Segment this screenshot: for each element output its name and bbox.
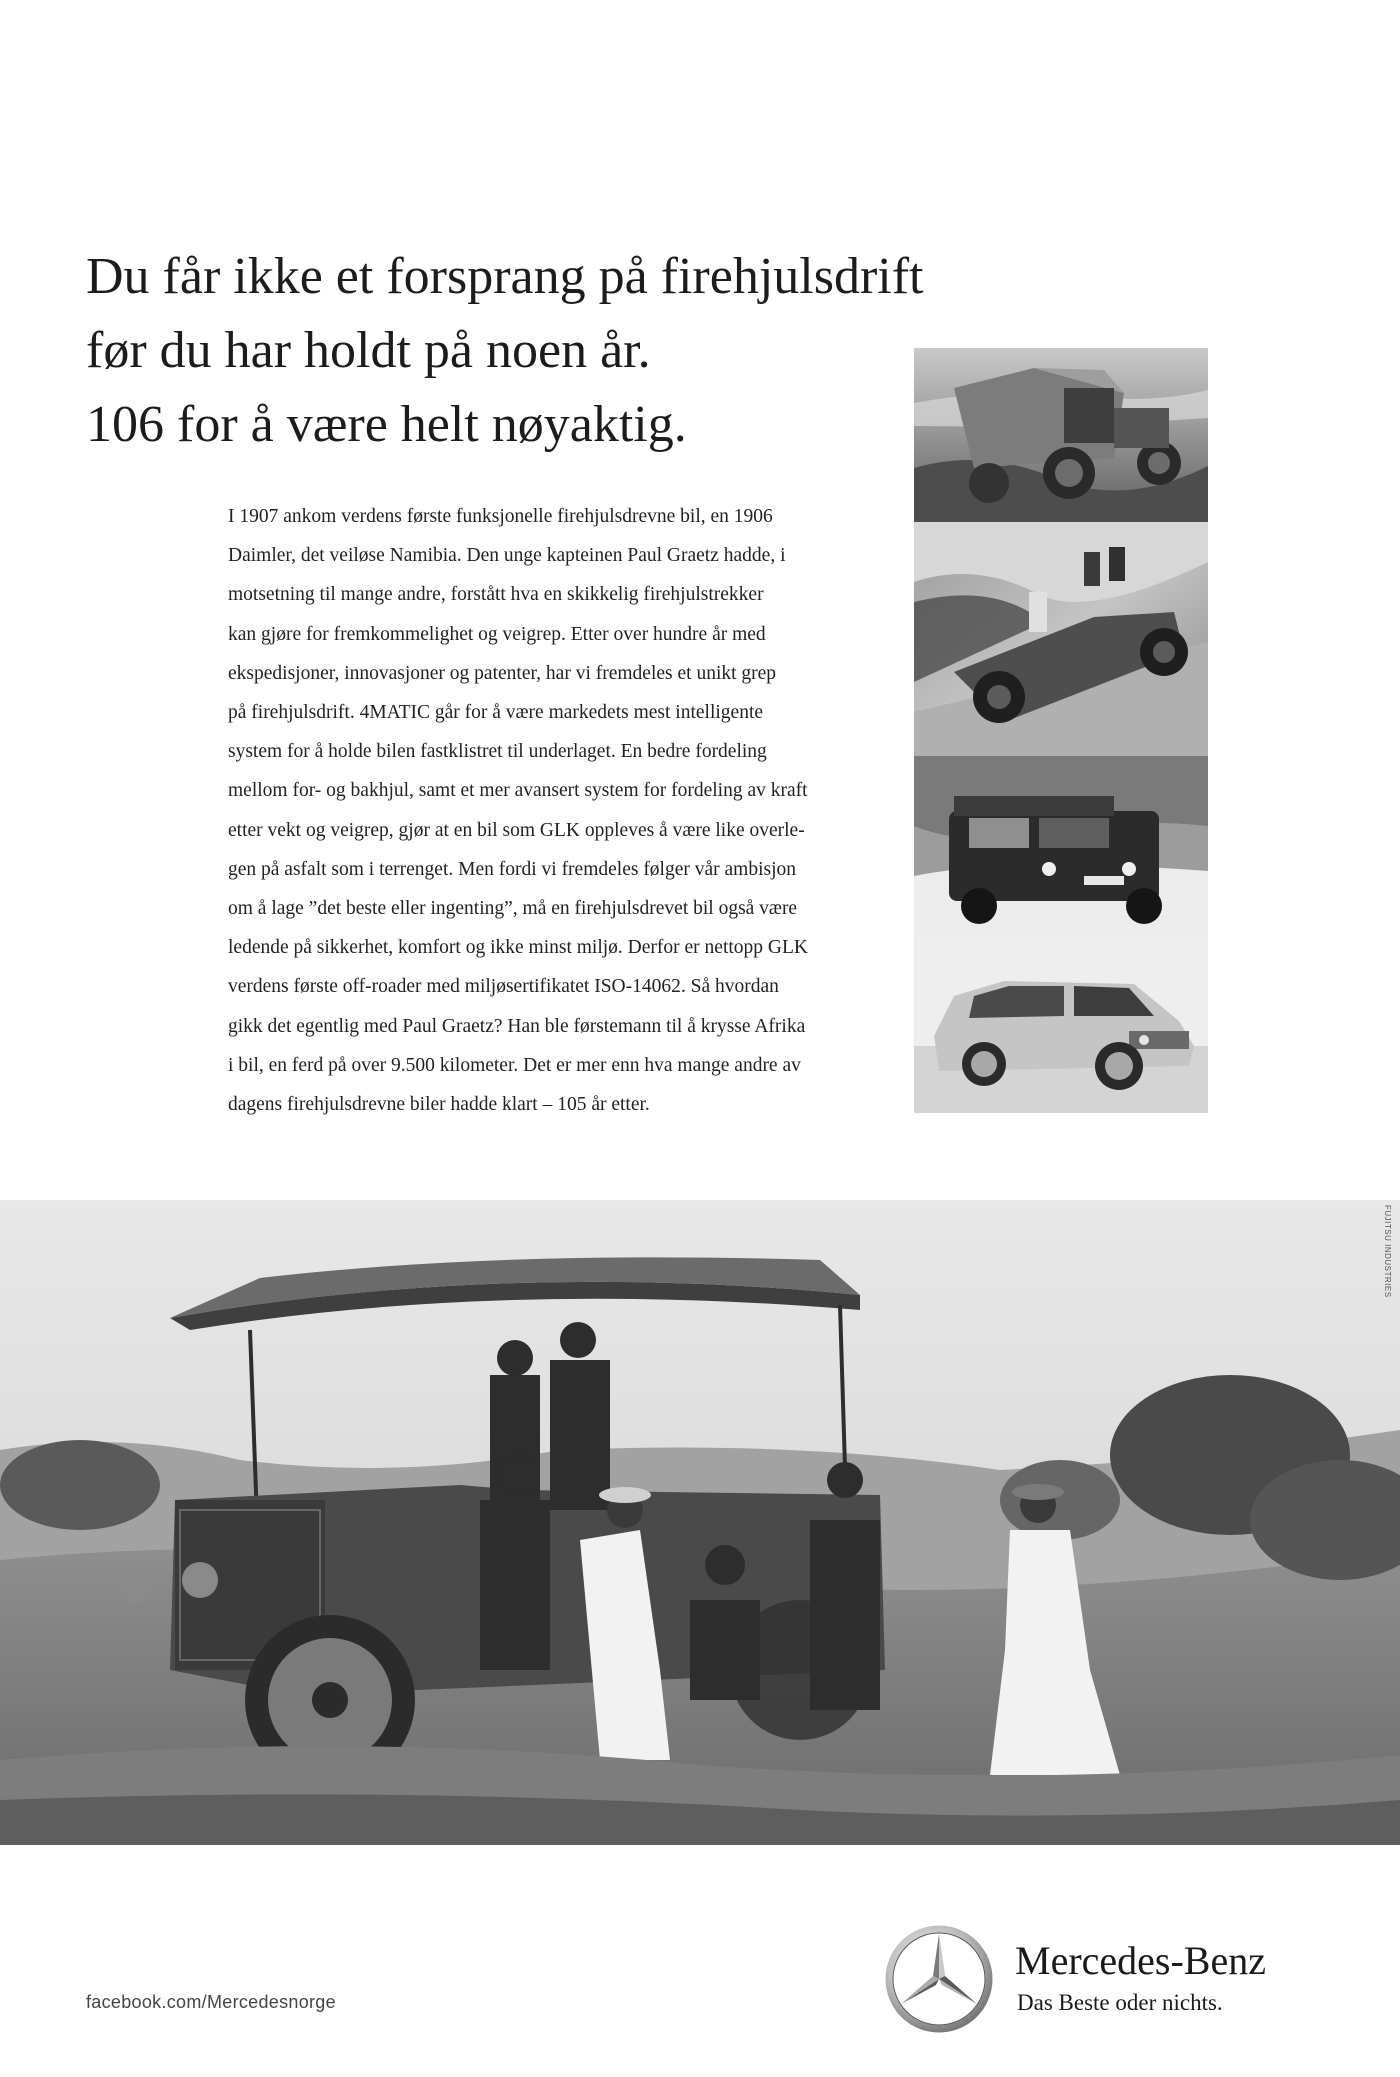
body-line: ekspedisjoner, innovasjoner og patenter, har vi fremdeles et unikt grep <box>228 662 777 684</box>
photo-glk-silver <box>914 936 1208 1113</box>
body-line: mellom for- og bakhjul, samt et mer avansert system for fordeling av kraft <box>228 780 808 802</box>
headline-line: Du får ikke et forsprang på firehjulsdrift <box>86 248 924 305</box>
body-line: i bil, en ferd på over 9.500 kilometer. Det er mer enn hva mange andre av <box>228 1054 801 1076</box>
headline-line: før du har holdt på noen år. <box>86 322 651 379</box>
photo-historic-truck-mud <box>914 348 1208 522</box>
brand-name: Mercedes-Benz <box>1015 1938 1266 1983</box>
photo-graetz-expedition <box>0 1200 1400 1845</box>
body-line: gikk det egentlig med Paul Graetz? Han ble førstemann til å krysse Afrika <box>228 1015 806 1037</box>
headline-line: 106 for å være helt nøyaktig. <box>86 396 687 453</box>
body-line: etter vekt og veigrep, gjør at en bil som GLK oppleves å være like overle- <box>228 819 805 841</box>
body-line: kan gjøre for fremkommelighet og veigrep. Etter over hundre år med <box>228 623 766 645</box>
photo-historic-offroader-hill <box>914 522 1208 756</box>
body-line: dagens firehjulsdrevne biler hadde klart – 105 år etter. <box>228 1094 650 1116</box>
body-line: verdens første off-roader med miljøsertifikatet ISO-14062. Så hvordan <box>228 976 779 998</box>
body-line: ledende på sikkerhet, komfort og ikke minst miljø. Derfor er nettopp GLK <box>228 937 808 959</box>
mercedes-star-logo <box>884 1924 994 2034</box>
body-line: system for å holde bilen fastklistret til underlaget. En bedre fordeling <box>228 741 767 763</box>
body-line: om å lage ”det beste eller ingenting”, må en firehjulsdrevet bil også være <box>228 898 798 920</box>
photo-column <box>914 348 1208 1113</box>
body-line: på firehjulsdrift. 4MATIC går for å være markedets mest intelligente <box>228 702 764 724</box>
body-line: motsetning til mange andre, forstått hva en skikkelig firehjulstrekker <box>228 584 764 606</box>
photo-g-class-snow <box>914 756 1208 936</box>
photo-credit: FUJITSU INDUSTRIES <box>1383 1205 1392 1298</box>
facebook-link[interactable]: facebook.com/Mercedesnorge <box>86 1992 336 2012</box>
brand-slogan: Das Beste oder nichts. <box>1017 1990 1223 2015</box>
body-line: I 1907 ankom verdens første funksjonelle firehjulsdrevne bil, en 1906 <box>228 506 773 527</box>
headline <box>86 240 924 462</box>
body-copy <box>228 497 868 1124</box>
body-line: Daimler, det veiløse Namibia. Den unge kapteinen Paul Graetz hadde, i <box>228 545 786 567</box>
body-line: gen på asfalt som i terrenget. Men fordi vi fremdeles følger vår ambisjon <box>228 858 797 880</box>
